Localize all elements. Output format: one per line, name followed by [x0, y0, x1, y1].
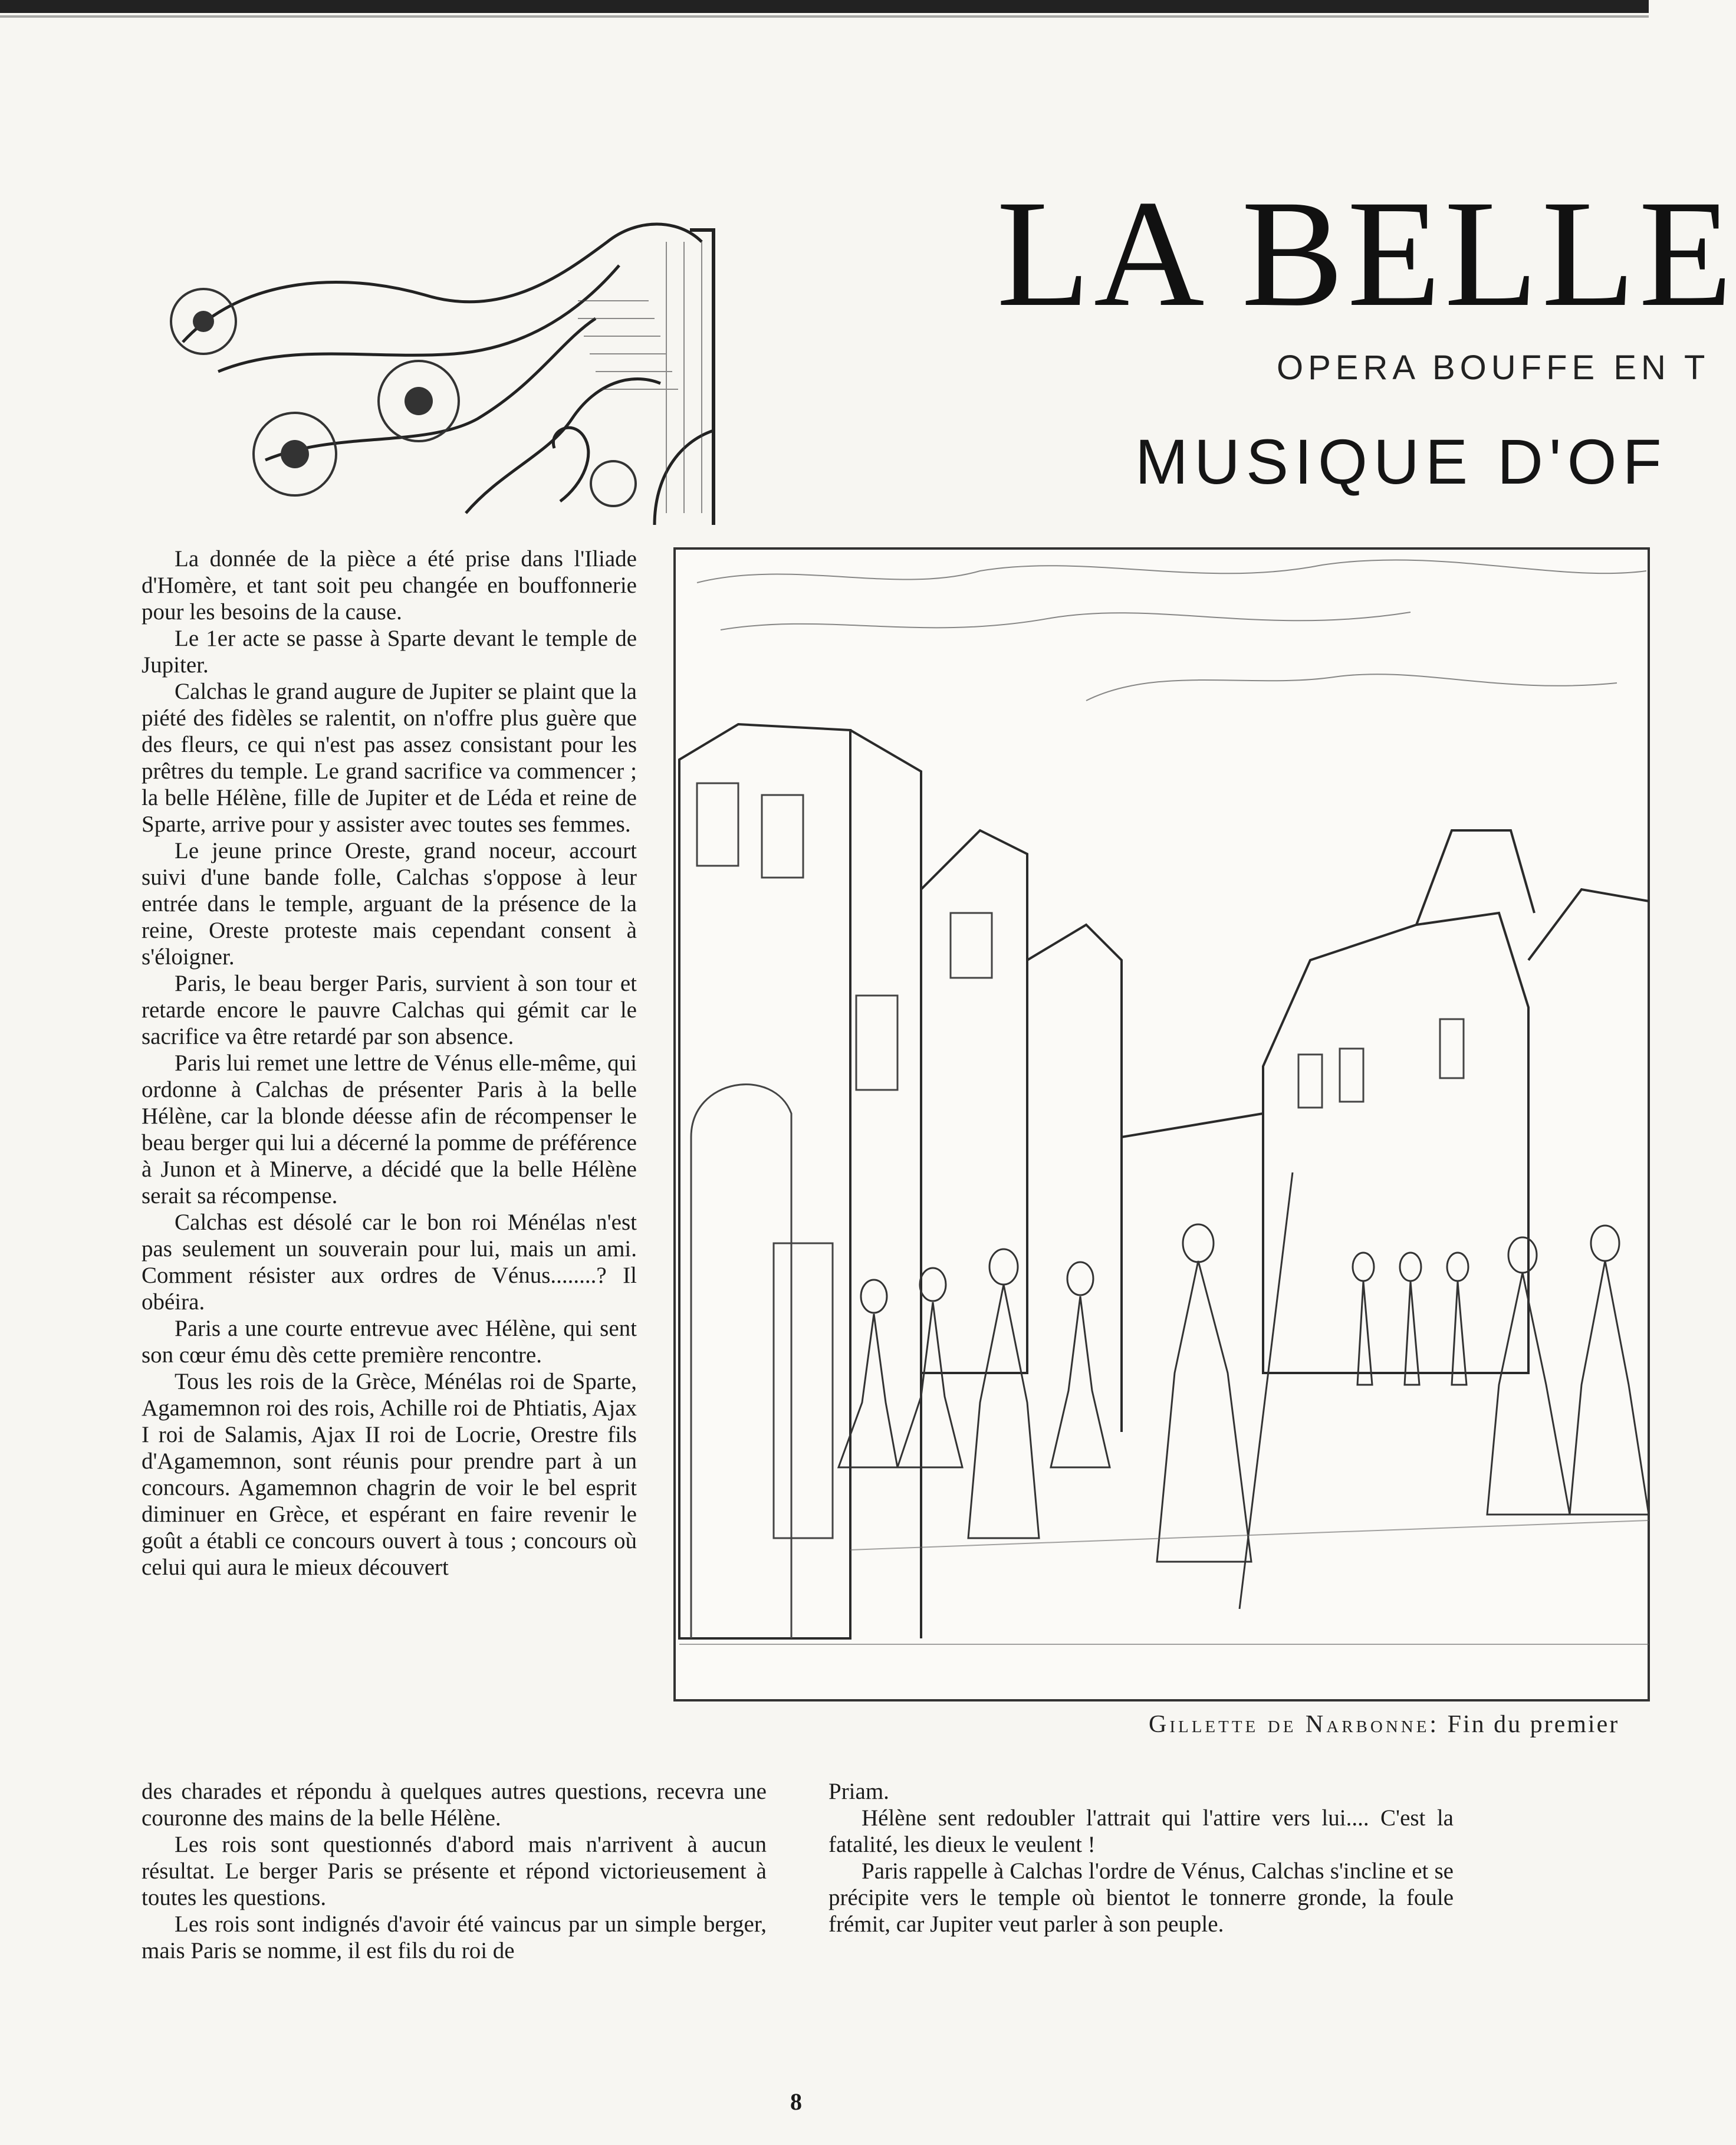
page-title: LA BELLE [997, 169, 1736, 339]
article-paragraph: Hélène sent redoubler l'attrait qui l'attire vers lui.... C'est la fatalité, les dieux le veulent ! [828, 1805, 1454, 1857]
article-paragraph: des charades et répondu à quelques autres questions, recevra une couronne des mains de la belle Hélène. [142, 1779, 767, 1831]
article-paragraph: Priam. [828, 1779, 889, 1804]
illustration-caption [1149, 1710, 1619, 1739]
page-number: 8 [790, 2088, 802, 2115]
article-paragraph: Les rois sont indignés d'avoir été vaincus par un simple berger, mais Paris se nomme, il est fils du roi de [142, 1911, 767, 1963]
stage-scene-illustration [673, 547, 1649, 1701]
top-border-rule [0, 0, 1649, 13]
article-paragraph: Les rois sont questionnés d'abord mais n'arrivent à aucun résultat. Le berger Paris se présente et répond victorieusement à toutes les questions. [142, 1832, 767, 1910]
article-bottom-right-column [828, 1778, 1454, 1937]
article-left-column [142, 546, 637, 1581]
article-paragraph: La donnée de la pièce a été prise dans l'Iliade d'Homère, et tant soit peu changée en bouffonnerie pour les besoins de la cause. [142, 546, 637, 625]
composer-line: MUSIQUE D'OF [1135, 426, 1668, 497]
top-border-rule-thin [0, 15, 1649, 18]
caption-text: Fin du premier [1447, 1711, 1620, 1738]
article-paragraph: Paris lui remet une lettre de Vénus elle-même, qui ordonne à Calchas de présenter Paris à la belle Hélène, car la blonde déesse afin de récompenser le beau berger qui lui a décerné la pomme de préférence à Junon et à Minerve, a décidé que la belle Hélène serait sa récompense. [142, 1050, 637, 1208]
article-paragraph: Le jeune prince Oreste, grand noceur, accourt suivi d'une bande folle, Calchas s'oppose à leur entrée dans le temple, arguant de la présence de la reine, Oreste proteste mais cependant consent à s'éloigner. [142, 838, 637, 970]
article-paragraph: Paris, le beau berger Paris, survient à son tour et retarde encore le pauvre Calchas qui gémit car le sacrifice va être retardé par son absence. [142, 971, 637, 1049]
article-paragraph: Le 1er acte se passe à Sparte devant le temple de Jupiter. [142, 626, 637, 678]
decorative-ornament [147, 206, 731, 537]
article-paragraph: Calchas est désolé car le bon roi Ménélas n'est pas seulement un souverain pour lui, mais un ami. Comment résister aux ordres de Vénus........? Il obéira. [142, 1210, 637, 1315]
opera-subtitle: OPERA BOUFFE EN T [1277, 349, 1710, 387]
article-bottom-left-column [142, 1778, 767, 1964]
article-paragraph: Paris a une courte entrevue avec Hélène, qui sent son cœur ému dès cette première rencontre. [142, 1316, 637, 1368]
article-paragraph: Paris rappelle à Calchas l'ordre de Vénus, Calchas s'incline et se précipite vers le temple où bientot le tonnerre gronde, la foule frémit, car Jupiter veut parler à son peuple. [828, 1858, 1454, 1937]
article-paragraph: Calchas le grand augure de Jupiter se plaint que la piété des fidèles se ralentit, on n'offre plus guère que des fleurs, ce qui n'est pas assez consistant pour les prêtres du temple. Le grand sacrifice va commencer ; la belle Hélène, fille de Jupiter et de Léda et reine de Sparte, arrive pour y assister avec toutes ses femmes. [142, 679, 637, 837]
caption-title: Gillette de Narbonne: [1149, 1711, 1440, 1738]
article-paragraph: Tous les rois de la Grèce, Ménélas roi de Sparte, Agamemnon roi des rois, Achille roi de Phtiatis, Ajax I roi de Salamis, Ajax II roi de Locrie, Orestre fils d'Agamemnon, sont réunis pour prendre part à un concours. Agamemnon chagrin de voir le bel esprit diminuer en Grèce, et espérant en faire revenir le goût a établi ce concours ouvert à tous ; concours où celui qui aura le mieux découvert [142, 1369, 637, 1580]
